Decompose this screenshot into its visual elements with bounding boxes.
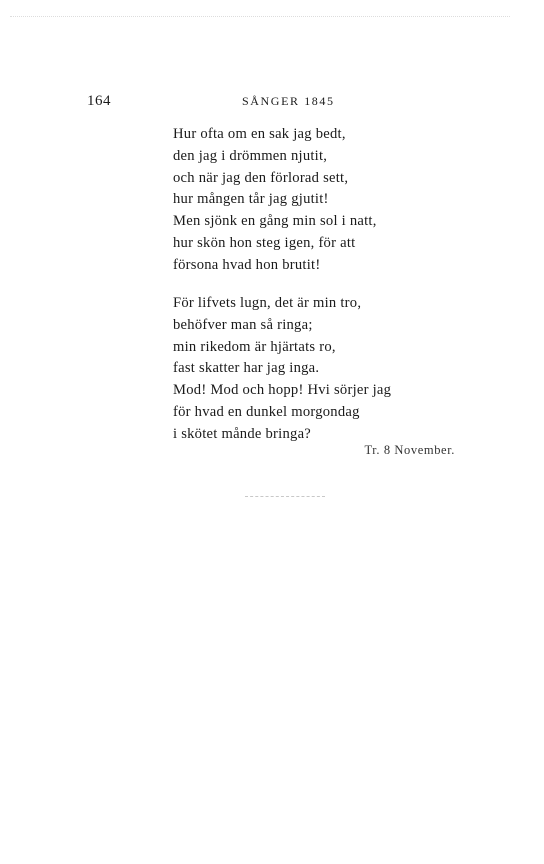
poem-line: fast skatter har jag inga. xyxy=(173,360,320,377)
date-signature: Tr. 8 November. xyxy=(364,443,455,457)
page-number: 164 xyxy=(87,93,111,109)
poem-line: Mod! Mod och hopp! Hvi sörjer jag xyxy=(173,382,392,399)
poem-line: den jag i drömmen njutit, xyxy=(173,147,328,164)
poem-line: För lifvets lugn, det är min tro, xyxy=(173,295,362,311)
end-rule-divider xyxy=(245,496,325,497)
running-title: SÅNGER 1845 xyxy=(242,94,335,108)
poem-line: hur skön hon steg igen, för att xyxy=(173,234,356,251)
poem-line: behöfver man så ringa; xyxy=(173,316,313,333)
poem-stanza-1 xyxy=(173,124,377,277)
poem-line: i skötet månde bringa? xyxy=(173,425,312,442)
poem-line: Hur ofta om en sak jag bedt, xyxy=(173,126,346,142)
scan-edge-marks xyxy=(10,16,510,17)
poem-line: Men sjönk en gång min sol i natt, xyxy=(173,213,377,230)
poem-stanza-2 xyxy=(173,293,391,446)
poem-line: och när jag den förlorad sett, xyxy=(173,169,349,186)
poem-line: hur mången tår jag gjutit! xyxy=(173,191,329,208)
poem-line: för hvad en dunkel morgondag xyxy=(173,403,360,420)
poem-line: försona hvad hon brutit! xyxy=(173,256,321,273)
poem-line: min rikedom är hjärtats ro, xyxy=(173,338,336,355)
